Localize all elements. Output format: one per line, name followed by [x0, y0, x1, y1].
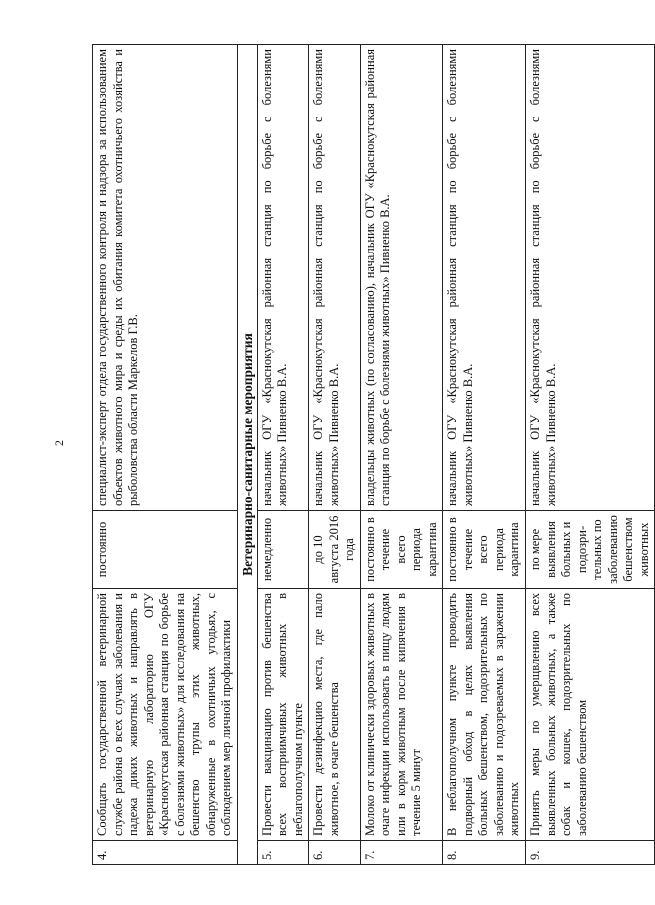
measure-text: Принять меры по умерщвлению всех выявленных больных животных, а также собак и кошек, подозрительных по заболеванию бешенством	[526, 589, 655, 841]
responsible-text: владельцы животных (по согласованию), начальник ОГУ «Краснокутская районная станция по борьбе с болезнями животных» Пивненко В.А.	[360, 45, 443, 511]
term-text: постоянно	[93, 511, 238, 589]
term-text: немедленно	[257, 511, 309, 589]
term-text: по мере выявления больных и подозри-тельных по заболеванию бешенством животных	[526, 511, 655, 589]
measure-text: Провести дезинфекцию места, где пало животное, в очаге бешенства	[309, 589, 361, 841]
responsible-text: начальник ОГУ «Краснокутская районная станция по борьбе с болезнями животных» Пивненко В.А.	[309, 45, 361, 511]
row-number: 7.	[360, 841, 443, 865]
row-number: 6.	[309, 841, 361, 865]
term-text: постоянно в течение всего периода карантина	[360, 511, 443, 589]
measure-text: Сообщать государственной ветеринарной службе района о всех случаях заболевания и падежа диких животных и направлять в ветеринарную лабораторию ОГУ «Краснокутская районная станция по борьбе с болезнями животных» для исследования на бешенство трупы этих животных, обнаруженные в охотничьих угодьях, с соблюдением мер личной профилактики	[93, 589, 238, 841]
term-text: до 10 августа 2016 года	[309, 511, 361, 589]
table-row	[309, 45, 361, 865]
measure-text: В неблагополучном пункте проводить подворный обход в целях выявления больных бешенством, подозрительных по заболеванию и подозреваемых в заражении животных	[443, 589, 526, 841]
measure-text: Провести вакцинацию против бешенства всех восприимчивых животных в неблагополучном пункте	[257, 589, 309, 841]
table-row	[526, 45, 655, 865]
page-number: 2	[52, 440, 66, 446]
section-row	[237, 45, 257, 865]
responsible-text: начальник ОГУ «Краснокутская районная станция по борьбе с болезнями животных» Пивненко В.А.	[526, 45, 655, 511]
row-number: 8.	[443, 841, 526, 865]
responsible-text: начальник ОГУ «Краснокутская районная станция по борьбе с болезнями животных» Пивненко В.А.	[443, 45, 526, 511]
table-row	[93, 45, 238, 865]
term-text: постоянно в течение всего периода карантина	[443, 511, 526, 589]
table-row	[360, 45, 443, 865]
row-number: 5.	[257, 841, 309, 865]
responsible-text: специалист-эксперт отдела государственного контроля и надзора за использованием объектов животного мира и среды их обитания комитета охотничьего хозяйства и рыболовства области Маркелов Г.В.	[93, 45, 238, 511]
measure-text: Молоко от клинически здоровых животных в очаге инфекции использовать в пищу людям или в корм животным после кипячения в течение 5 минут	[360, 589, 443, 841]
table-row	[443, 45, 526, 865]
row-number: 4.	[93, 841, 238, 865]
measures-table	[92, 44, 655, 865]
section-title: Ветеринарно-санитарные мероприятия	[237, 45, 257, 865]
row-number: 9.	[526, 841, 655, 865]
rotated-page	[92, 45, 651, 865]
table-row	[257, 45, 309, 865]
responsible-text: начальник ОГУ «Краснокутская районная станция по борьбе с болезнями животных» Пивненко В.А.	[257, 45, 309, 511]
